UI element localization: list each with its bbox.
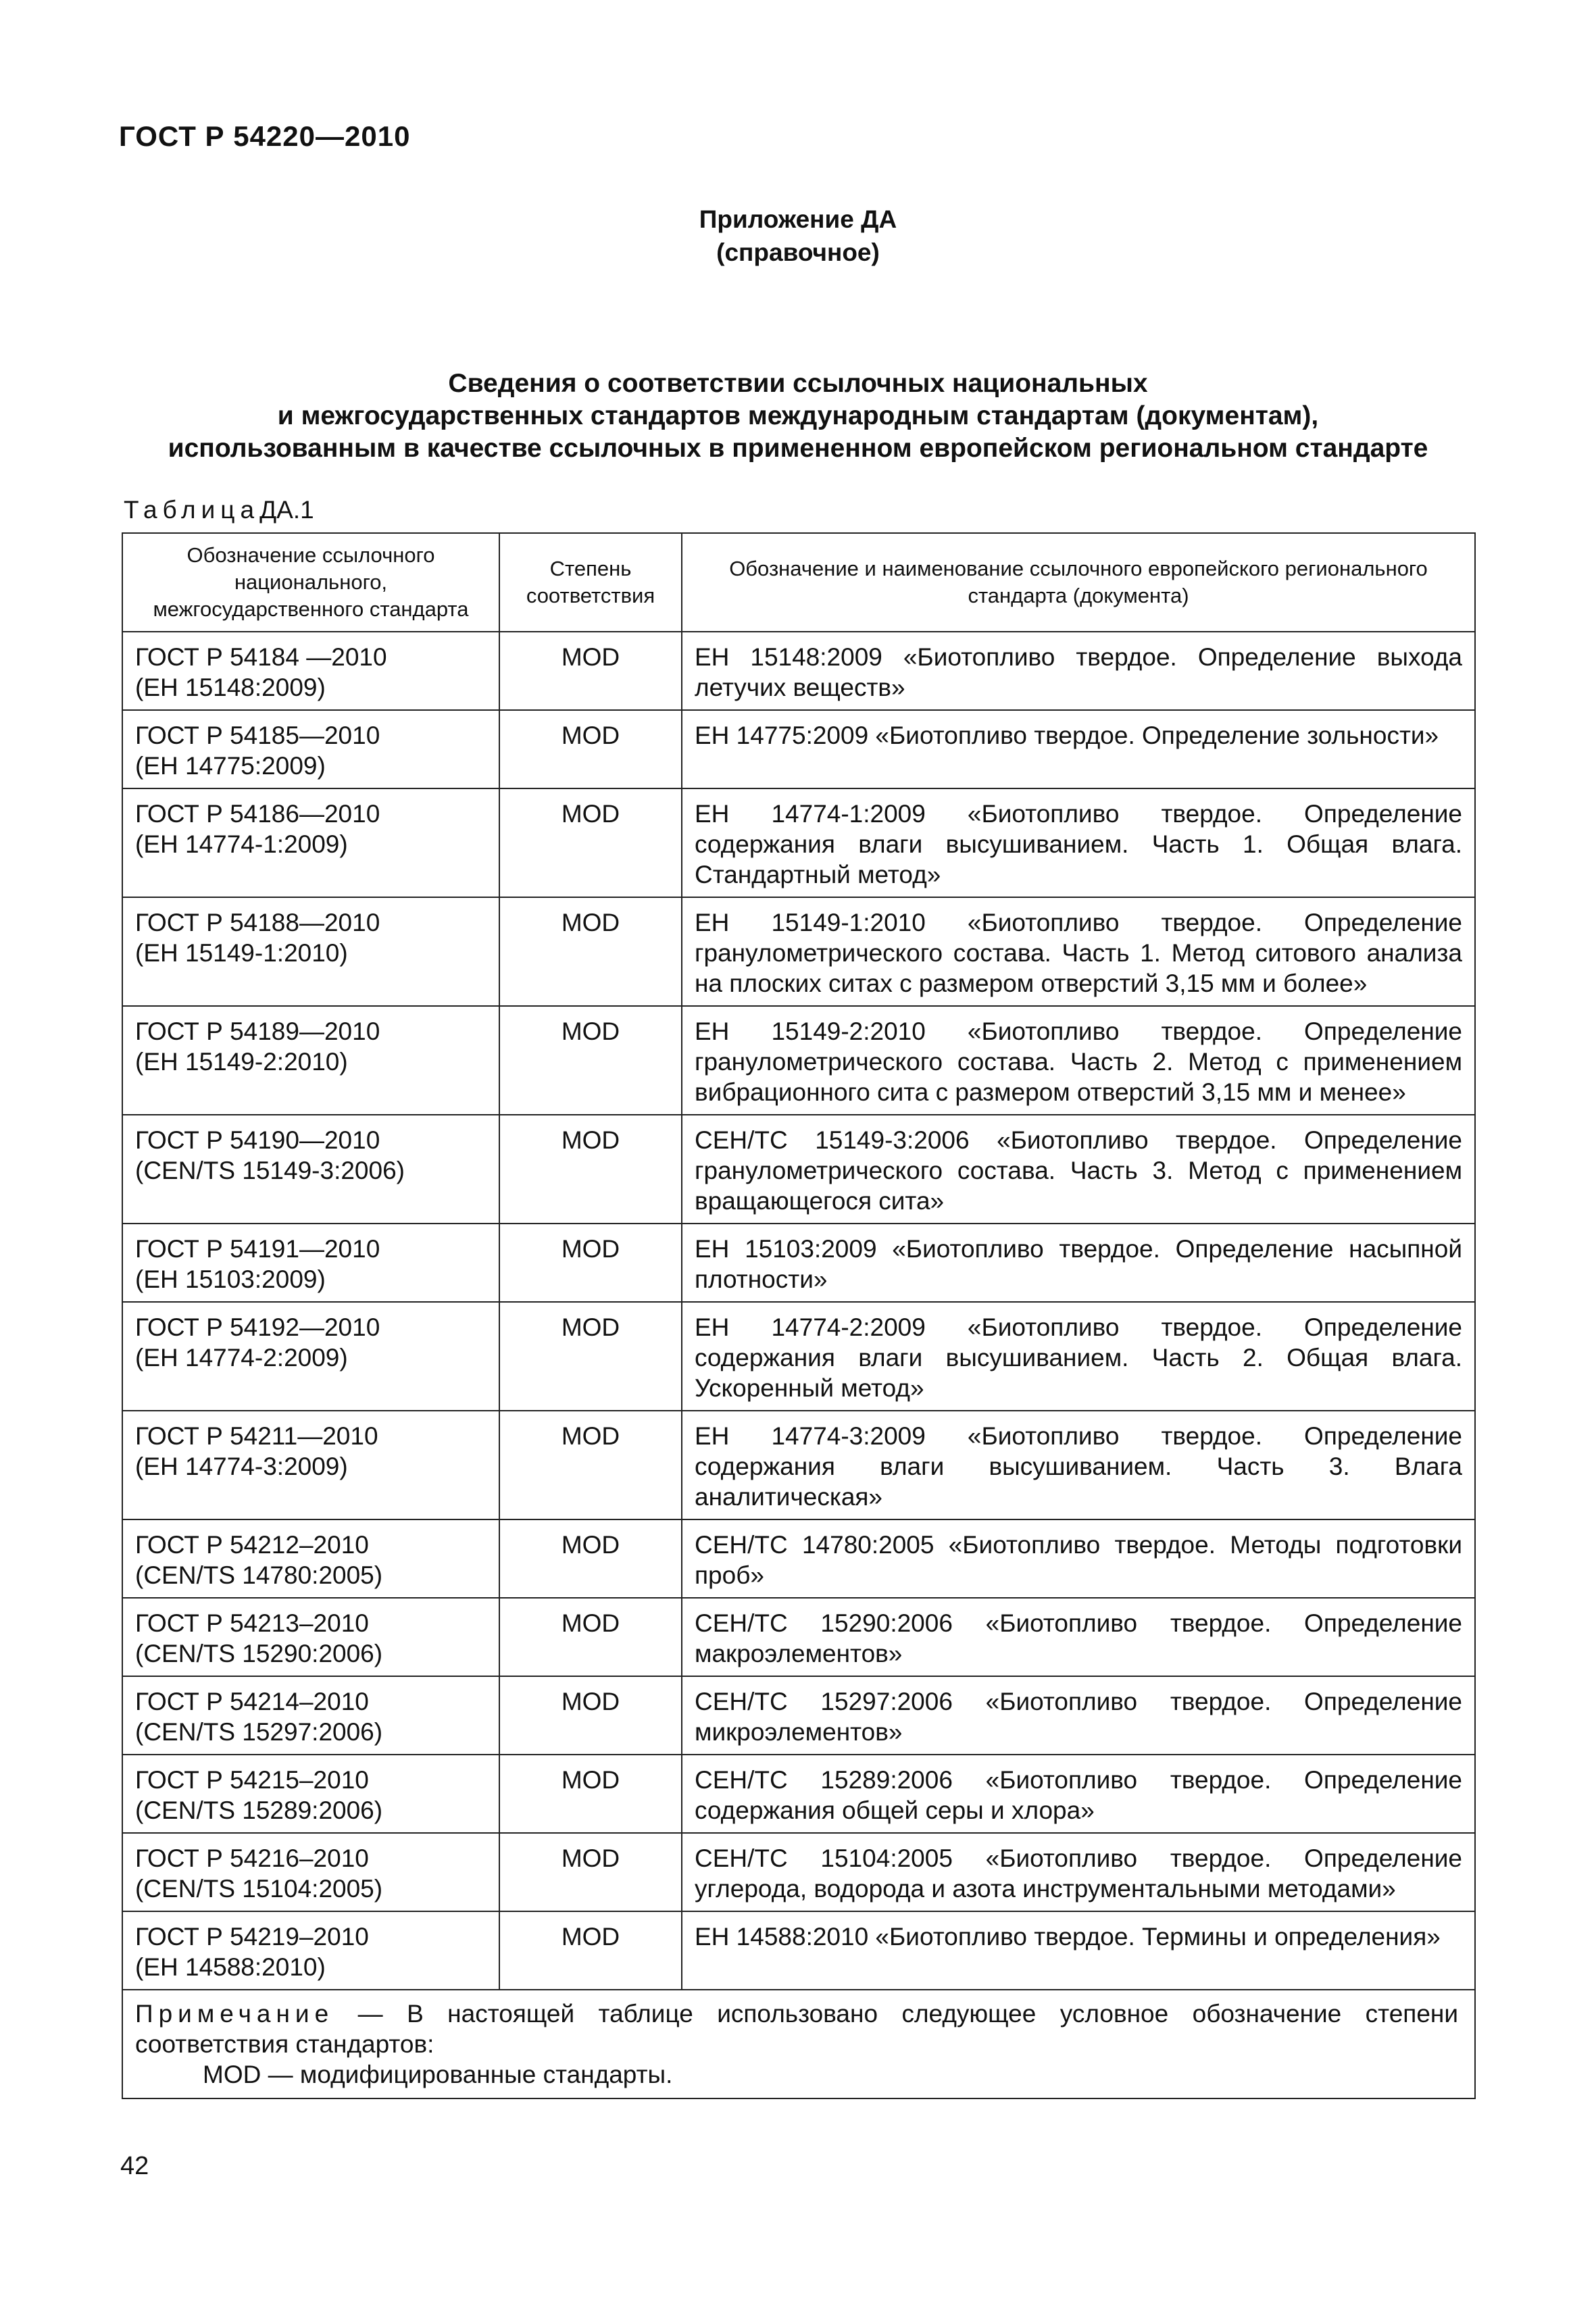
european-reference: (CEN/TS 14780:2005) [135,1561,383,1589]
degree-cell: MOD [499,1911,682,1990]
appendix-title: Приложение ДА [699,205,897,233]
national-standard-cell [122,1115,499,1224]
european-reference: (ЕН 14775:2009) [135,752,326,780]
degree-cell: MOD [499,1302,682,1411]
header-degree: Степень соответствия [499,533,682,632]
degree-cell: MOD [499,1411,682,1519]
national-standard-code: ГОСТ Р 54219–2010 [135,1923,369,1951]
note-item: MOD — модифицированные стандарты. [203,2061,673,2088]
national-standard-code: ГОСТ Р 54188—2010 [135,909,380,936]
table-row [122,897,1475,1006]
table-header-row [122,533,1475,632]
european-reference: (CEN/TS 15289:2006) [135,1796,383,1824]
national-standard-code: ГОСТ Р 54184 —2010 [135,643,387,671]
section-title [101,368,1495,465]
degree-cell: MOD [499,788,682,897]
national-standard-code: ГОСТ Р 54215–2010 [135,1766,369,1794]
national-standard-cell [122,710,499,788]
national-standard-code: ГОСТ Р 54211—2010 [135,1422,378,1450]
european-standard-cell: СЕН/ТС 15149-3:2006 «Биотопливо твердое. Определение гранулометрического состава. Часть 3. Метод с применением вращающегося сита» [682,1115,1475,1224]
table-row [122,1224,1475,1302]
national-standard-cell [122,897,499,1006]
degree-cell: MOD [499,632,682,710]
degree-cell: MOD [499,1833,682,1911]
degree-cell: MOD [499,1115,682,1224]
national-standard-code: ГОСТ Р 54212–2010 [135,1531,369,1559]
table-label-number: ДА.1 [259,496,314,524]
european-standard-cell: СЕН/ТС 15289:2006 «Биотопливо твердое. Определение содержания общей серы и хлора» [682,1755,1475,1833]
note-text: — В настоящей таблице использовано следующее условное обозначение степени соответствия стандартов: [135,2000,1459,2058]
european-standard-cell: ЕН 14774-2:2009 «Биотопливо твердое. Определение содержания влаги высушиванием. Часть 2. Общая влага. Ускоренный метод» [682,1302,1475,1411]
national-standard-cell [122,1224,499,1302]
table-body [122,632,1475,1990]
european-standard-cell: ЕН 15149-1:2010 «Биотопливо твердое. Определение гранулометрического состава. Часть 1. Метод ситового анализа на плоских ситах с размером отверстий 3,15 мм и более» [682,897,1475,1006]
european-standard-cell: ЕН 14774-1:2009 «Биотопливо твердое. Определение содержания влаги высушиванием. Часть 1. Общая влага. Стандартный метод» [682,788,1475,897]
national-standard-code: ГОСТ Р 54186—2010 [135,800,380,828]
appendix-heading [0,203,1596,269]
table-row [122,1302,1475,1411]
national-standard-code: ГОСТ Р 54192—2010 [135,1313,380,1341]
table-row [122,1115,1475,1224]
correspondence-table [122,532,1476,2099]
national-standard-cell [122,788,499,897]
table-row [122,1598,1475,1676]
table-row [122,1519,1475,1598]
table-row [122,710,1475,788]
european-reference: (ЕН 15149-2:2010) [135,1048,348,1076]
degree-cell: MOD [499,1519,682,1598]
european-reference: (CEN/TS 15149-3:2006) [135,1157,405,1184]
national-standard-code: ГОСТ Р 54190—2010 [135,1126,380,1154]
national-standard-code: ГОСТ Р 54191—2010 [135,1235,380,1263]
european-reference: (CEN/TS 15104:2005) [135,1875,383,1903]
european-standard-cell: ЕН 14775:2009 «Биотопливо твердое. Определение зольности» [682,710,1475,788]
table-row [122,1676,1475,1755]
national-standard-cell [122,1411,499,1519]
european-standard-cell: ЕН 15103:2009 «Биотопливо твердое. Определение насыпной плотности» [682,1224,1475,1302]
title-line-1: Сведения о соответствии ссылочных национальных [448,369,1148,398]
national-standard-cell [122,1911,499,1990]
degree-cell: MOD [499,1676,682,1755]
header-national-standard: Обозначение ссылочного национального, межгосударственного стандарта [122,533,499,632]
note-text-line [135,1998,1458,2059]
table-note [122,1990,1475,2098]
european-reference: (CEN/TS 15290:2006) [135,1640,383,1667]
degree-cell: MOD [499,1224,682,1302]
european-reference: (ЕН 14774-2:2009) [135,1344,348,1372]
national-standard-cell [122,1302,499,1411]
table-row [122,1833,1475,1911]
title-line-2: и межгосударственных стандартов международным стандартам (документам), [277,401,1319,430]
document-code: ГОСТ Р 54220—2010 [119,120,411,152]
table-row [122,1411,1475,1519]
national-standard-cell [122,1519,499,1598]
degree-cell: MOD [499,1598,682,1676]
national-standard-code: ГОСТ Р 54185—2010 [135,722,380,749]
european-standard-cell: СЕН/ТС 14780:2005 «Биотопливо твердое. Методы подготовки проб» [682,1519,1475,1598]
table-row [122,788,1475,897]
national-standard-code: ГОСТ Р 54213–2010 [135,1609,369,1637]
national-standard-cell [122,632,499,710]
page-number: 42 [120,2152,149,2180]
european-standard-cell: ЕН 14774-3:2009 «Биотопливо твердое. Определение содержания влаги высушиванием. Часть 3. Влага аналитическая» [682,1411,1475,1519]
national-standard-cell [122,1676,499,1755]
european-reference: (ЕН 15149-1:2010) [135,939,348,967]
table-label-word: Таблица [124,496,260,524]
degree-cell: MOD [499,710,682,788]
national-standard-code: ГОСТ Р 54214–2010 [135,1688,369,1715]
european-reference: (CEN/TS 15297:2006) [135,1718,383,1746]
table-row [122,1755,1475,1833]
header-european-standard: Обозначение и наименование ссылочного европейского регионального стандарта (документа) [682,533,1475,632]
european-standard-cell: СЕН/ТС 15104:2005 «Биотопливо твердое. Определение углерода, водорода и азота инструментальными методами» [682,1833,1475,1911]
degree-cell: MOD [499,1006,682,1115]
title-line-3: использованным в качестве ссылочных в примененном европейском региональном стандарте [168,434,1428,463]
european-standard-cell: СЕН/ТС 15290:2006 «Биотопливо твердое. Определение макроэлементов» [682,1598,1475,1676]
european-reference: (ЕН 15103:2009) [135,1265,326,1293]
degree-cell: MOD [499,1755,682,1833]
national-standard-cell [122,1833,499,1911]
european-standard-cell: ЕН 14588:2010 «Биотопливо твердое. Термины и определения» [682,1911,1475,1990]
table-note-row [122,1990,1475,2098]
note-label: Примечание [135,2000,334,2028]
european-standard-cell: СЕН/ТС 15297:2006 «Биотопливо твердое. Определение микроэлементов» [682,1676,1475,1755]
table-label [124,496,314,524]
table-row [122,1006,1475,1115]
national-standard-cell [122,1598,499,1676]
national-standard-cell [122,1755,499,1833]
european-reference: (ЕН 14588:2010) [135,1953,326,1981]
appendix-type: (справочное) [716,238,880,266]
table-row [122,1911,1475,1990]
european-standard-cell: ЕН 15149-2:2010 «Биотопливо твердое. Определение гранулометрического состава. Часть 2. Метод с применением вибрационного сита с размером отверстий 3,15 мм и менее» [682,1006,1475,1115]
european-standard-cell: ЕН 15148:2009 «Биотопливо твердое. Определение выхода летучих веществ» [682,632,1475,710]
national-standard-code: ГОСТ Р 54189—2010 [135,1017,380,1045]
european-reference: (ЕН 14774-1:2009) [135,830,348,858]
table-row [122,632,1475,710]
degree-cell: MOD [499,897,682,1006]
european-reference: (ЕН 15148:2009) [135,674,326,701]
national-standard-cell [122,1006,499,1115]
national-standard-code: ГОСТ Р 54216–2010 [135,1844,369,1872]
european-reference: (ЕН 14774-3:2009) [135,1453,348,1480]
